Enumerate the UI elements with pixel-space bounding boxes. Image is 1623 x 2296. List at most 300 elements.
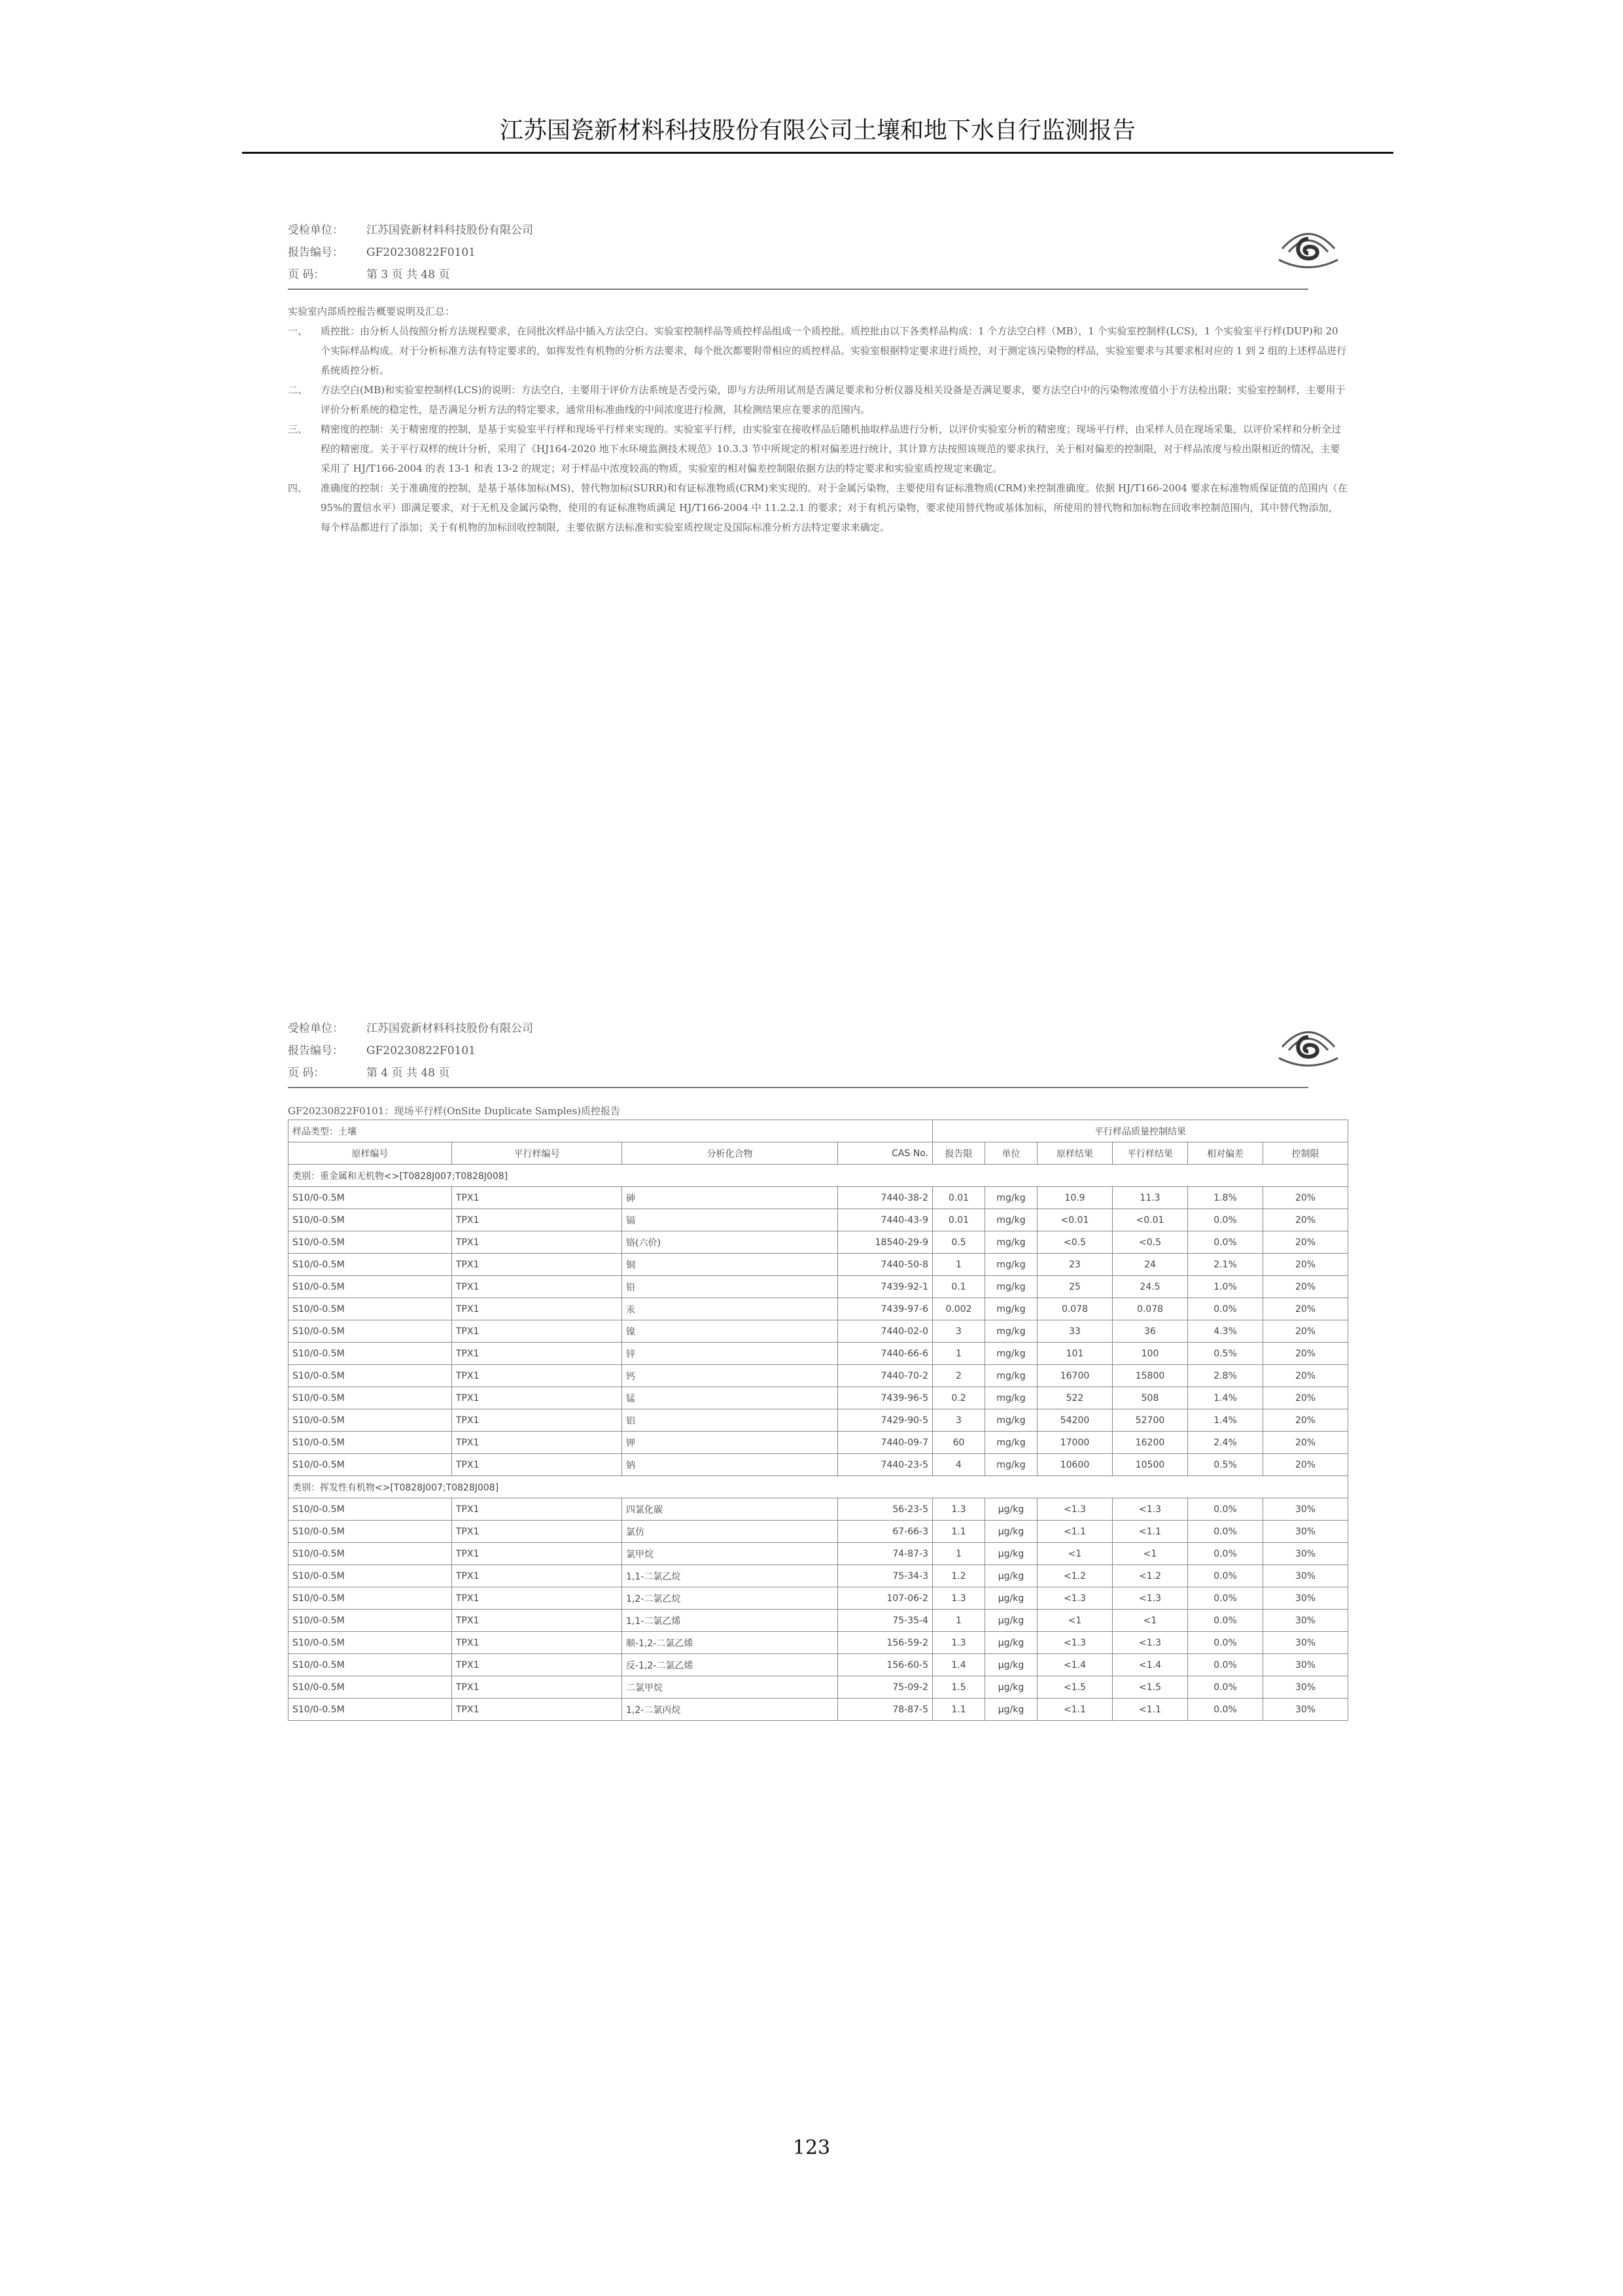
table-row bbox=[288, 1610, 1348, 1632]
table-cell: mg/kg bbox=[985, 1209, 1038, 1231]
table-cell: TPX1 bbox=[452, 1231, 622, 1254]
meta-value: 第 3 页 共 48 页 bbox=[366, 268, 450, 281]
table-cell: TPX1 bbox=[452, 1365, 622, 1387]
table-cell: mg/kg bbox=[985, 1365, 1038, 1387]
table-cell: 二氯甲烷 bbox=[622, 1676, 838, 1699]
table-cell: 20% bbox=[1263, 1409, 1348, 1432]
table-cell: 78-87-5 bbox=[838, 1699, 933, 1721]
table-cell: TPX1 bbox=[452, 1543, 622, 1565]
meta-key: 受检单位： bbox=[288, 1022, 343, 1035]
table-cell: 7440-66-6 bbox=[838, 1343, 933, 1365]
table-cell: 20% bbox=[1263, 1209, 1348, 1231]
table-cell: <1.3 bbox=[1038, 1498, 1113, 1521]
table-cell: 20% bbox=[1263, 1387, 1348, 1409]
table-cell: 7439-97-6 bbox=[838, 1298, 933, 1320]
table-cell: 0.1 bbox=[933, 1276, 985, 1298]
table-cell: <0.5 bbox=[1113, 1231, 1188, 1254]
table-cell: TPX1 bbox=[452, 1187, 622, 1209]
table-cell: TPX1 bbox=[452, 1254, 622, 1276]
table-cell: TPX1 bbox=[452, 1343, 622, 1365]
table-cell: 75-34-3 bbox=[838, 1565, 933, 1587]
table-cell: 1.3 bbox=[933, 1498, 985, 1521]
table-row bbox=[288, 1676, 1348, 1699]
table-cell: 17000 bbox=[1038, 1432, 1113, 1454]
table-cell: mg/kg bbox=[985, 1409, 1038, 1432]
table-cell: 砷 bbox=[622, 1187, 838, 1209]
table-cell: TPX1 bbox=[452, 1498, 622, 1521]
table-cell: 54200 bbox=[1038, 1409, 1113, 1432]
table-row bbox=[288, 1498, 1348, 1521]
table-cell: S10/0-0.5M bbox=[288, 1254, 452, 1276]
table-row bbox=[288, 1565, 1348, 1587]
table-cell: <1.1 bbox=[1038, 1521, 1113, 1543]
table-cell: 0.0% bbox=[1188, 1654, 1263, 1676]
company-seal-icon bbox=[1269, 213, 1348, 278]
table-cell: S10/0-0.5M bbox=[288, 1343, 452, 1365]
table-cell: 10500 bbox=[1113, 1454, 1188, 1476]
table-cell: 16700 bbox=[1038, 1365, 1113, 1387]
meta-key: 页 码： bbox=[288, 268, 325, 281]
table-cell: 0.5% bbox=[1188, 1454, 1263, 1476]
table-cell: 0.0% bbox=[1188, 1498, 1263, 1521]
table-cell: <1.3 bbox=[1113, 1587, 1188, 1610]
table-cell: TPX1 bbox=[452, 1298, 622, 1320]
table-row bbox=[288, 1409, 1348, 1432]
table-cell: mg/kg bbox=[985, 1231, 1038, 1254]
table-cell: <1.1 bbox=[1113, 1699, 1188, 1721]
table-cell: 钾 bbox=[622, 1432, 838, 1454]
table-cell: 20% bbox=[1263, 1276, 1348, 1298]
table-cell: S10/0-0.5M bbox=[288, 1454, 452, 1476]
meta-key: 受检单位： bbox=[288, 224, 343, 237]
meta-key: 页 码： bbox=[288, 1067, 325, 1080]
table-cell: 0.5 bbox=[933, 1231, 985, 1254]
table-cell: 0.5% bbox=[1188, 1343, 1263, 1365]
table-row bbox=[288, 1454, 1348, 1476]
table-cell: TPX1 bbox=[452, 1454, 622, 1476]
note-number: 四、 bbox=[288, 482, 308, 494]
table-cell: 1.0% bbox=[1188, 1276, 1263, 1298]
table-cell: 0.2 bbox=[933, 1387, 985, 1409]
table-cell: 0.0% bbox=[1188, 1521, 1263, 1543]
column-header: 相对偏差 bbox=[1188, 1142, 1263, 1165]
table-cell: TPX1 bbox=[452, 1276, 622, 1298]
meta-row bbox=[288, 241, 1348, 264]
table-cell: 氯甲烷 bbox=[622, 1543, 838, 1565]
page-4-meta bbox=[288, 1017, 1348, 1084]
notes-title: 实验室内部质控报告概要说明及汇总： bbox=[288, 306, 455, 317]
table-cell: 四氯化碳 bbox=[622, 1498, 838, 1521]
table-cell: 1.5 bbox=[933, 1676, 985, 1699]
table-cell: μg/kg bbox=[985, 1676, 1038, 1699]
table-cell: <1.4 bbox=[1113, 1654, 1188, 1676]
table-cell: mg/kg bbox=[985, 1254, 1038, 1276]
table-cell: 23 bbox=[1038, 1254, 1113, 1276]
table-cell: 顺-1,2-二氯乙烯 bbox=[622, 1632, 838, 1654]
table-cell: 33 bbox=[1038, 1320, 1113, 1343]
table-cell: 1.4 bbox=[933, 1654, 985, 1676]
table-cell: 10.9 bbox=[1038, 1187, 1113, 1209]
table-cell: μg/kg bbox=[985, 1654, 1038, 1676]
table-cell: S10/0-0.5M bbox=[288, 1187, 452, 1209]
column-header: 原样结果 bbox=[1038, 1142, 1113, 1165]
table-cell: μg/kg bbox=[985, 1632, 1038, 1654]
table-cell: S10/0-0.5M bbox=[288, 1543, 452, 1565]
table-cell: 7440-38-2 bbox=[838, 1187, 933, 1209]
meta-row bbox=[288, 1062, 1348, 1084]
table-cell: TPX1 bbox=[452, 1632, 622, 1654]
note-item bbox=[288, 321, 1348, 380]
table-cell: 30% bbox=[1263, 1632, 1348, 1654]
table-cell: S10/0-0.5M bbox=[288, 1632, 452, 1654]
table-cell: 16200 bbox=[1113, 1432, 1188, 1454]
table-cell: 1.3 bbox=[933, 1587, 985, 1610]
group-header: 平行样品质量控制结果 bbox=[933, 1120, 1348, 1142]
table-cell: <1.1 bbox=[1038, 1699, 1113, 1721]
table-cell: <1.3 bbox=[1038, 1587, 1113, 1610]
table-cell: 铜 bbox=[622, 1254, 838, 1276]
category-row bbox=[288, 1165, 1348, 1187]
table-cell: 101 bbox=[1038, 1343, 1113, 1365]
meta-value: GF20230822F0101 bbox=[366, 246, 476, 259]
note-number: 二、 bbox=[288, 384, 308, 396]
meta-row bbox=[288, 264, 1348, 286]
table-row bbox=[288, 1298, 1348, 1320]
table-cell: 20% bbox=[1263, 1187, 1348, 1209]
table-cell: 20% bbox=[1263, 1343, 1348, 1365]
table-cell: 0.078 bbox=[1113, 1298, 1188, 1320]
table-cell: <1.2 bbox=[1113, 1565, 1188, 1587]
table-cell: 3 bbox=[933, 1409, 985, 1432]
table-cell: S10/0-0.5M bbox=[288, 1320, 452, 1343]
table-cell: 汞 bbox=[622, 1298, 838, 1320]
table-cell: μg/kg bbox=[985, 1699, 1038, 1721]
table-row bbox=[288, 1632, 1348, 1654]
table-cell: TPX1 bbox=[452, 1676, 622, 1699]
table-cell: 107-06-2 bbox=[838, 1587, 933, 1610]
note-text: 精密度的控制：关于精密度的控制，是基于实验室平行样和现场平行样来实现的。实验室平行样，由实验室在接收样品后随机抽取样品进行分析，以评价实验室分析的精密度；现场平行样，由采样人员在现场采集，以评价采样和分析全过程的精密度。关于平行双样的统计分析，采用了《HJ164-2020 地下水环境监测技术规范》10.3.3 节中所规定的相对偏差进行统计，其计算方法按照该规范的要求执行，关于相对偏差的控制限，对于样品浓度与检出限相近的情况，主要采用了 HJ/T166-2004 的表 13-1 和表 13-2 的规定；对于样品中浓度较高的物质，实验室的相对偏差控制限依据方法的特定要求和实验室质控规定来确定。 bbox=[321, 423, 1342, 474]
table-cell: 24 bbox=[1113, 1254, 1188, 1276]
table-cell: 20% bbox=[1263, 1298, 1348, 1320]
table-cell: S10/0-0.5M bbox=[288, 1498, 452, 1521]
table-cell: 0.01 bbox=[933, 1209, 985, 1231]
table-cell: S10/0-0.5M bbox=[288, 1676, 452, 1699]
table-cell: 1,2-二氯丙烷 bbox=[622, 1699, 838, 1721]
table-cell: 20% bbox=[1263, 1454, 1348, 1476]
table-cell: <1.3 bbox=[1113, 1632, 1188, 1654]
table-cell: 30% bbox=[1263, 1610, 1348, 1632]
table-cell: <1 bbox=[1113, 1610, 1188, 1632]
table-cell: 56-23-5 bbox=[838, 1498, 933, 1521]
table-cell: S10/0-0.5M bbox=[288, 1654, 452, 1676]
meta-key: 报告编号： bbox=[288, 1044, 343, 1057]
column-header: 原样编号 bbox=[288, 1142, 452, 1165]
table-cell: 1,1-二氯乙烷 bbox=[622, 1565, 838, 1587]
table-cell: <1.2 bbox=[1038, 1565, 1113, 1587]
table-cell: TPX1 bbox=[452, 1387, 622, 1409]
table-cell: S10/0-0.5M bbox=[288, 1432, 452, 1454]
sample-type: 样品类型：土壤 bbox=[288, 1120, 933, 1142]
table-cell: 1.1 bbox=[933, 1699, 985, 1721]
table-cell: 0.0% bbox=[1188, 1231, 1263, 1254]
table-cell: S10/0-0.5M bbox=[288, 1387, 452, 1409]
page-3-section bbox=[288, 219, 1348, 537]
table-cell: <0.01 bbox=[1113, 1209, 1188, 1231]
table-cell: 20% bbox=[1263, 1254, 1348, 1276]
table-cell: mg/kg bbox=[985, 1320, 1038, 1343]
table-cell: 7440-09-7 bbox=[838, 1432, 933, 1454]
meta-row bbox=[288, 1017, 1348, 1040]
table-cell: 铝 bbox=[622, 1409, 838, 1432]
table-cell: 4 bbox=[933, 1454, 985, 1476]
column-header: 平行样编号 bbox=[452, 1142, 622, 1165]
table-cell: TPX1 bbox=[452, 1320, 622, 1343]
table-cell: μg/kg bbox=[985, 1543, 1038, 1565]
table-cell: 36 bbox=[1113, 1320, 1188, 1343]
table-cell: 0.0% bbox=[1188, 1610, 1263, 1632]
meta-value: 第 4 页 共 48 页 bbox=[366, 1067, 450, 1080]
table-cell: 75-35-4 bbox=[838, 1610, 933, 1632]
table-cell: TPX1 bbox=[452, 1521, 622, 1543]
table-cell: 7439-92-1 bbox=[838, 1276, 933, 1298]
table-cell: 3 bbox=[933, 1320, 985, 1343]
table-cell: 2 bbox=[933, 1365, 985, 1387]
meta-value: GF20230822F0101 bbox=[366, 1044, 476, 1057]
table-cell: 30% bbox=[1263, 1565, 1348, 1587]
table-cell: 30% bbox=[1263, 1699, 1348, 1721]
column-header: 平行样结果 bbox=[1113, 1142, 1188, 1165]
table-cell: 0.0% bbox=[1188, 1699, 1263, 1721]
table-cell: 钙 bbox=[622, 1365, 838, 1387]
table-cell: 0.0% bbox=[1188, 1543, 1263, 1565]
table-cell: TPX1 bbox=[452, 1654, 622, 1676]
table-cell: 7440-50-8 bbox=[838, 1254, 933, 1276]
table-cell: 100 bbox=[1113, 1343, 1188, 1365]
table-cell: 锌 bbox=[622, 1343, 838, 1365]
table-cell: <1 bbox=[1038, 1543, 1113, 1565]
table-cell: 11.3 bbox=[1113, 1187, 1188, 1209]
table-cell: 2.1% bbox=[1188, 1254, 1263, 1276]
table-row bbox=[288, 1699, 1348, 1721]
table-cell: 0.0% bbox=[1188, 1209, 1263, 1231]
table-cell: S10/0-0.5M bbox=[288, 1565, 452, 1587]
table-cell: 2.8% bbox=[1188, 1365, 1263, 1387]
table-cell: 0.078 bbox=[1038, 1298, 1113, 1320]
table-cell: 铅 bbox=[622, 1276, 838, 1298]
table-cell: 30% bbox=[1263, 1543, 1348, 1565]
category-label: 类别：挥发性有机物<>[T0828J007;T0828J008] bbox=[288, 1476, 1348, 1498]
table-cell: 20% bbox=[1263, 1432, 1348, 1454]
table-row bbox=[288, 1187, 1348, 1209]
table-cell: TPX1 bbox=[452, 1409, 622, 1432]
column-header: CAS No. bbox=[838, 1142, 933, 1165]
category-row bbox=[288, 1476, 1348, 1498]
table-cell: 1.3 bbox=[933, 1632, 985, 1654]
table-cell: S10/0-0.5M bbox=[288, 1365, 452, 1387]
table-row bbox=[288, 1320, 1348, 1343]
table-cell: S10/0-0.5M bbox=[288, 1276, 452, 1298]
table-row bbox=[288, 1654, 1348, 1676]
note-text: 方法空白(MB)和实验室控制样(LCS)的说明：方法空白，主要用于评价方法系统是否受污染，即与方法所用试剂是否满足要求和分析仪器及相关设备是否满足要求，要方法空白中的污染物浓度值小于方法检出限；实验室控制样，主要用于评价分析系统的稳定性，是否满足分析方法的特定要求，通常用标准曲线的中间浓度进行检测，其检测结果应在要求的范围内。 bbox=[321, 384, 1346, 415]
table-cell: 1 bbox=[933, 1254, 985, 1276]
qc-notes bbox=[288, 302, 1348, 537]
note-number: 一、 bbox=[288, 325, 308, 337]
table-cell: <1 bbox=[1038, 1610, 1113, 1632]
table-cell: 1.1 bbox=[933, 1521, 985, 1543]
table-cell: 2.4% bbox=[1188, 1432, 1263, 1454]
table-cell: 75-09-2 bbox=[838, 1676, 933, 1699]
table-row bbox=[288, 1543, 1348, 1565]
table-cell: 0.0% bbox=[1188, 1565, 1263, 1587]
table-cell: TPX1 bbox=[452, 1587, 622, 1610]
table-cell: <0.01 bbox=[1038, 1209, 1113, 1231]
meta-value: 江苏国瓷新材料科技股份有限公司 bbox=[366, 224, 533, 237]
table-cell: S10/0-0.5M bbox=[288, 1610, 452, 1632]
table-cell: <1.5 bbox=[1038, 1676, 1113, 1699]
table-cell: μg/kg bbox=[985, 1521, 1038, 1543]
table-cell: S10/0-0.5M bbox=[288, 1521, 452, 1543]
meta-row bbox=[288, 1040, 1348, 1062]
table-cell: 15800 bbox=[1113, 1365, 1188, 1387]
table-cell: <1 bbox=[1113, 1543, 1188, 1565]
table-row bbox=[288, 1343, 1348, 1365]
column-header: 控制限 bbox=[1263, 1142, 1348, 1165]
table-cell: 20% bbox=[1263, 1231, 1348, 1254]
table-cell: S10/0-0.5M bbox=[288, 1209, 452, 1231]
table-cell: 0.0% bbox=[1188, 1676, 1263, 1699]
table-cell: 1 bbox=[933, 1543, 985, 1565]
table-cell: 0.0% bbox=[1188, 1632, 1263, 1654]
column-header: 单位 bbox=[985, 1142, 1038, 1165]
table-cell: 镍 bbox=[622, 1320, 838, 1343]
note-text: 质控批：由分析人员按照分析方法规程要求，在同批次样品中插入方法空白、实验室控制样品等质控样品组成一个质控批。质控批由以下各类样品构成：1 个方法空白样（MB），1 个实验室控制样(LCS)，1 个实验室平行样(DUP)和 20 个实际样品构成。对于分析标准方法有特定要求的，如挥发性有机物的分析方法要求，每个批次都要附带相应的质控样品。实验室根据特定要求进行质控，对于测定该污染物的样品，实验室要求与其要求相对应的 1 到 2 组的上述样品进行系统质控分析。 bbox=[321, 325, 1347, 376]
table-cell: mg/kg bbox=[985, 1276, 1038, 1298]
category-label: 类别：重金属和无机物<>[T0828J007;T0828J008] bbox=[288, 1165, 1348, 1187]
meta-divider bbox=[288, 1087, 1308, 1088]
table-row bbox=[288, 1387, 1348, 1409]
table-cell: S10/0-0.5M bbox=[288, 1298, 452, 1320]
table-cell: TPX1 bbox=[452, 1432, 622, 1454]
table-cell: 锰 bbox=[622, 1387, 838, 1409]
table-cell: 20% bbox=[1263, 1320, 1348, 1343]
column-header: 分析化合物 bbox=[622, 1142, 838, 1165]
table-cell: mg/kg bbox=[985, 1387, 1038, 1409]
table-row bbox=[288, 1587, 1348, 1610]
table-cell: <1.5 bbox=[1113, 1676, 1188, 1699]
header-rule bbox=[242, 152, 1393, 154]
meta-row bbox=[288, 219, 1348, 241]
table-cell: 0.0% bbox=[1188, 1298, 1263, 1320]
table-cell: 30% bbox=[1263, 1654, 1348, 1676]
report-header-title: 江苏国瓷新材料科技股份有限公司土壤和地下水自行监测报告 bbox=[499, 117, 1136, 144]
table-cell: 67-66-3 bbox=[838, 1521, 933, 1543]
table-cell: 1 bbox=[933, 1610, 985, 1632]
note-text: 准确度的控制：关于准确度的控制，是基于基体加标(MS)、替代物加标(SURR)和有证标准物质(CRM)来实现的。对于金属污染物，主要使用有证标准物质(CRM)来控制准确度。依据 HJ/T166-2004 要求在标准物质保证值的范围内（在 95%的置信水平）即满足要求，对于无机及金属污染物，使用的有证标准物质满足 HJ/T166-2004 中 11.2.2.1 的要求；对于有机污染物，要求使用替代物或基体加标，所使用的替代物和加标物在回收率控制范围内，其中替代物添加，每个样品都进行了添加；关于有机物的加标回收控制限，主要依据方法标准和实验室质控规定及国际标准分析方法特定要求来确定。 bbox=[321, 482, 1348, 533]
table-cell: mg/kg bbox=[985, 1298, 1038, 1320]
table-cell: μg/kg bbox=[985, 1498, 1038, 1521]
table-cell: mg/kg bbox=[985, 1187, 1038, 1209]
page-4-section bbox=[288, 1017, 1348, 1721]
table-cell: 钠 bbox=[622, 1454, 838, 1476]
table-cell: S10/0-0.5M bbox=[288, 1231, 452, 1254]
table-cell: TPX1 bbox=[452, 1565, 622, 1587]
table-row bbox=[288, 1254, 1348, 1276]
table-cell: TPX1 bbox=[452, 1209, 622, 1231]
table-row bbox=[288, 1432, 1348, 1454]
table-cell: 60 bbox=[933, 1432, 985, 1454]
table-cell: μg/kg bbox=[985, 1565, 1038, 1587]
meta-value: 江苏国瓷新材料科技股份有限公司 bbox=[366, 1022, 533, 1035]
table-cell: mg/kg bbox=[985, 1343, 1038, 1365]
table-cell: 7439-96-5 bbox=[838, 1387, 933, 1409]
table-cell: 7440-02-0 bbox=[838, 1320, 933, 1343]
table-row bbox=[288, 1231, 1348, 1254]
table-cell: 18540-29-9 bbox=[838, 1231, 933, 1254]
table-cell: 522 bbox=[1038, 1387, 1113, 1409]
table-cell: <1.1 bbox=[1113, 1521, 1188, 1543]
table-cell: 氯仿 bbox=[622, 1521, 838, 1543]
table-cell: 74-87-3 bbox=[838, 1543, 933, 1565]
table-cell: 30% bbox=[1263, 1587, 1348, 1610]
table-cell: 0.01 bbox=[933, 1187, 985, 1209]
table-cell: 1.4% bbox=[1188, 1387, 1263, 1409]
table-cell: S10/0-0.5M bbox=[288, 1699, 452, 1721]
column-header: 报告限 bbox=[933, 1142, 985, 1165]
table-cell: 7429-90-5 bbox=[838, 1409, 933, 1432]
table-cell: mg/kg bbox=[985, 1432, 1038, 1454]
table-cell: 52700 bbox=[1113, 1409, 1188, 1432]
table-cell: 1.4% bbox=[1188, 1409, 1263, 1432]
table-cell: 10600 bbox=[1038, 1454, 1113, 1476]
note-item bbox=[288, 419, 1348, 478]
table-cell: S10/0-0.5M bbox=[288, 1409, 452, 1432]
table-cell: <1.3 bbox=[1113, 1498, 1188, 1521]
page-number: 123 bbox=[792, 2136, 831, 2159]
table-cell: 30% bbox=[1263, 1498, 1348, 1521]
table-cell: <1.4 bbox=[1038, 1654, 1113, 1676]
table-cell: 0.002 bbox=[933, 1298, 985, 1320]
table-cell: μg/kg bbox=[985, 1610, 1038, 1632]
table-cell: <0.5 bbox=[1038, 1231, 1113, 1254]
table-cell: 30% bbox=[1263, 1521, 1348, 1543]
table-cell: 1.8% bbox=[1188, 1187, 1263, 1209]
table-row bbox=[288, 1521, 1348, 1543]
note-number: 三、 bbox=[288, 423, 308, 435]
table-cell: 0.0% bbox=[1188, 1587, 1263, 1610]
table-cell: 1,1-二氯乙烯 bbox=[622, 1610, 838, 1632]
table-cell: 7440-23-5 bbox=[838, 1454, 933, 1476]
table-cell: <1.3 bbox=[1038, 1632, 1113, 1654]
table-cell: TPX1 bbox=[452, 1610, 622, 1632]
table-cell: TPX1 bbox=[452, 1699, 622, 1721]
table-title: GF20230822F0101：现场平行样(OnSite Duplicate Samples)质控报告 bbox=[288, 1105, 621, 1117]
table-cell: 7440-43-9 bbox=[838, 1209, 933, 1231]
table-cell: 铬(六价) bbox=[622, 1231, 838, 1254]
table-cell: 1 bbox=[933, 1343, 985, 1365]
table-cell: 30% bbox=[1263, 1676, 1348, 1699]
table-cell: 4.3% bbox=[1188, 1320, 1263, 1343]
note-item bbox=[288, 380, 1348, 419]
table-cell: 镉 bbox=[622, 1209, 838, 1231]
table-row bbox=[288, 1365, 1348, 1387]
table-cell: 156-60-5 bbox=[838, 1654, 933, 1676]
table-row bbox=[288, 1209, 1348, 1231]
table-cell: mg/kg bbox=[985, 1454, 1038, 1476]
table-cell: 508 bbox=[1113, 1387, 1188, 1409]
company-seal-icon bbox=[1269, 1011, 1348, 1076]
table-cell: 1.2 bbox=[933, 1565, 985, 1587]
table-cell: 24.5 bbox=[1113, 1276, 1188, 1298]
